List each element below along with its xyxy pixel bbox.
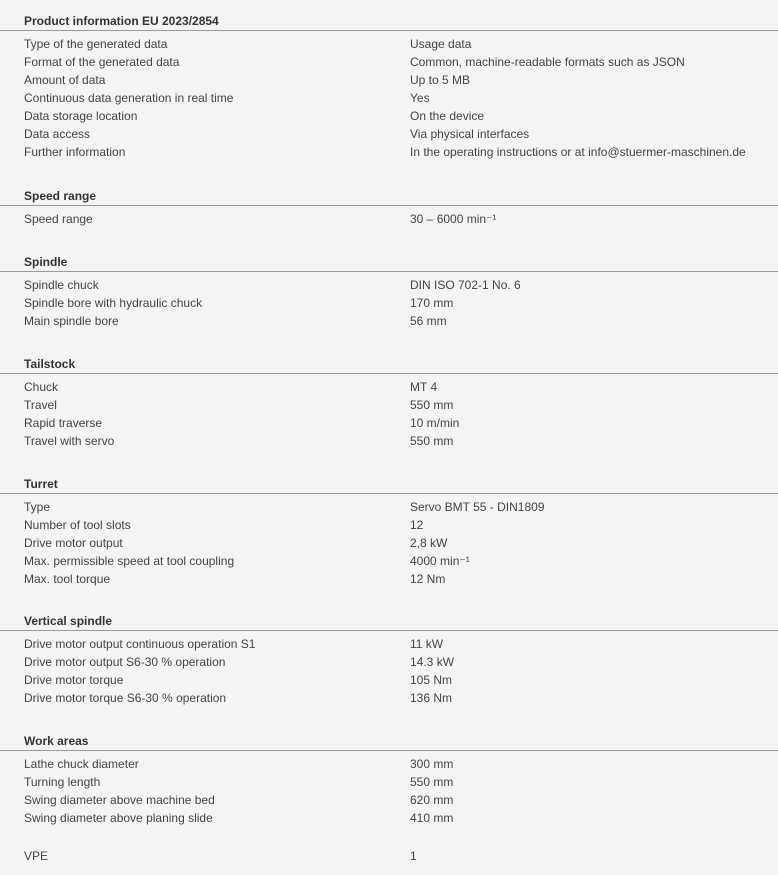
spec-row bbox=[24, 534, 778, 552]
spec-value: 550 mm bbox=[410, 398, 454, 412]
spec-row bbox=[24, 396, 778, 414]
spec-value: 30 – 6000 min⁻¹ bbox=[410, 212, 497, 226]
spec-value: Via physical interfaces bbox=[410, 127, 530, 141]
section-title: Turret bbox=[0, 475, 778, 494]
spec-value: 56 mm bbox=[410, 314, 447, 328]
section-work-areas bbox=[0, 732, 778, 827]
spec-row bbox=[24, 210, 778, 228]
section-title: Work areas bbox=[0, 732, 778, 751]
spec-value: 620 mm bbox=[410, 793, 454, 807]
spec-value: 550 mm bbox=[410, 434, 454, 448]
spec-row bbox=[24, 414, 778, 432]
spec-value: 300 mm bbox=[410, 757, 454, 771]
section-turret bbox=[0, 475, 778, 588]
spec-value: 10 m/min bbox=[410, 416, 460, 430]
spec-value: 1 bbox=[410, 849, 417, 863]
spec-label: Max. permissible speed at tool coupling bbox=[24, 554, 235, 568]
spec-label: Amount of data bbox=[24, 73, 106, 87]
spec-value: MT 4 bbox=[410, 380, 438, 394]
spec-row bbox=[24, 653, 778, 671]
spec-label: Format of the generated data bbox=[24, 55, 180, 69]
spec-row bbox=[24, 635, 778, 653]
spec-row bbox=[24, 143, 778, 161]
section-tailstock bbox=[0, 355, 778, 450]
section-spindle bbox=[0, 253, 778, 330]
spec-value: 14.3 kW bbox=[410, 655, 455, 669]
spec-label: Speed range bbox=[24, 212, 93, 226]
spec-row bbox=[24, 89, 778, 107]
spec-label: Type bbox=[24, 500, 51, 514]
spec-row bbox=[24, 552, 778, 570]
spec-row bbox=[24, 516, 778, 534]
spec-value: DIN ISO 702-1 No. 6 bbox=[410, 278, 521, 292]
spec-label: Type of the generated data bbox=[24, 37, 168, 51]
spec-label: Spindle bore with hydraulic chuck bbox=[24, 296, 203, 310]
spec-label: Travel bbox=[24, 398, 57, 412]
spec-label: Number of tool slots bbox=[24, 518, 131, 532]
spec-value: Usage data bbox=[410, 37, 472, 51]
spec-value: Common, machine-readable formats such as JSON bbox=[410, 55, 685, 69]
spec-row bbox=[24, 671, 778, 689]
spec-value: Up to 5 MB bbox=[410, 73, 471, 87]
spec-row bbox=[24, 432, 778, 450]
spec-label: Chuck bbox=[24, 380, 59, 394]
spec-label: Further information bbox=[24, 145, 126, 159]
section-vertical-spindle bbox=[0, 612, 778, 707]
spec-row bbox=[24, 53, 778, 71]
spec-row bbox=[24, 294, 778, 312]
spec-row bbox=[24, 773, 778, 791]
spec-label: VPE bbox=[24, 849, 49, 863]
section-title: Tailstock bbox=[0, 355, 778, 374]
spec-row bbox=[24, 755, 778, 773]
spec-label: Travel with servo bbox=[24, 434, 115, 448]
spec-row bbox=[24, 689, 778, 707]
spec-row bbox=[24, 71, 778, 89]
spec-value: 2,8 kW bbox=[410, 536, 448, 550]
spec-value: Servo BMT 55 - DIN1809 bbox=[410, 500, 545, 514]
spec-row bbox=[24, 378, 778, 396]
spec-label: Turning length bbox=[24, 775, 101, 789]
spec-value: 136 Nm bbox=[410, 691, 453, 705]
vpe-row-wrapper bbox=[0, 847, 778, 865]
spec-label: Swing diameter above planing slide bbox=[24, 811, 213, 825]
spec-value: Yes bbox=[410, 91, 430, 105]
spec-row bbox=[24, 35, 778, 53]
spec-label: Swing diameter above machine bed bbox=[24, 793, 215, 807]
spec-row bbox=[24, 809, 778, 827]
spec-value: 12 Nm bbox=[410, 572, 446, 586]
spec-label: Data storage location bbox=[24, 109, 138, 123]
section-title: Product information EU 2023/2854 bbox=[0, 12, 778, 31]
section-title: Spindle bbox=[0, 253, 778, 272]
spec-label: Lathe chuck diameter bbox=[24, 757, 139, 771]
spec-value: 105 Nm bbox=[410, 673, 453, 687]
spec-label: Drive motor output continuous operation S1 bbox=[24, 637, 256, 651]
spec-label: Max. tool torque bbox=[24, 572, 111, 586]
section-title: Speed range bbox=[0, 187, 778, 206]
spec-value: On the device bbox=[410, 109, 485, 123]
spec-label: Drive motor torque S6-30 % operation bbox=[24, 691, 227, 705]
spec-row bbox=[24, 107, 778, 125]
spec-label: Drive motor output S6-30 % operation bbox=[24, 655, 226, 669]
spec-label: Spindle chuck bbox=[24, 278, 99, 292]
spec-value-email: In the operating instructions or at info@stuermer-maschinen.de bbox=[410, 145, 746, 159]
spec-row bbox=[24, 312, 778, 330]
spec-row bbox=[24, 791, 778, 809]
spec-label: Main spindle bore bbox=[24, 314, 119, 328]
spec-value: 170 mm bbox=[410, 296, 454, 310]
spec-label: Rapid traverse bbox=[24, 416, 103, 430]
spec-row bbox=[24, 498, 778, 516]
section-product-information bbox=[0, 12, 778, 161]
spec-value: 410 mm bbox=[410, 811, 454, 825]
spec-row bbox=[24, 125, 778, 143]
section-speed-range bbox=[0, 187, 778, 228]
spec-row-vpe bbox=[24, 847, 778, 865]
spec-label: Drive motor output bbox=[24, 536, 123, 550]
spec-label: Data access bbox=[24, 127, 91, 141]
spec-value: 550 mm bbox=[410, 775, 454, 789]
section-title: Vertical spindle bbox=[0, 612, 778, 631]
spec-value: 4000 min⁻¹ bbox=[410, 554, 470, 568]
spec-row bbox=[24, 276, 778, 294]
spec-label: Drive motor torque bbox=[24, 673, 124, 687]
spec-row bbox=[24, 570, 778, 588]
spec-value: 11 kW bbox=[410, 637, 444, 651]
spec-value: 12 bbox=[410, 518, 424, 532]
spec-label: Continuous data generation in real time bbox=[24, 91, 234, 105]
